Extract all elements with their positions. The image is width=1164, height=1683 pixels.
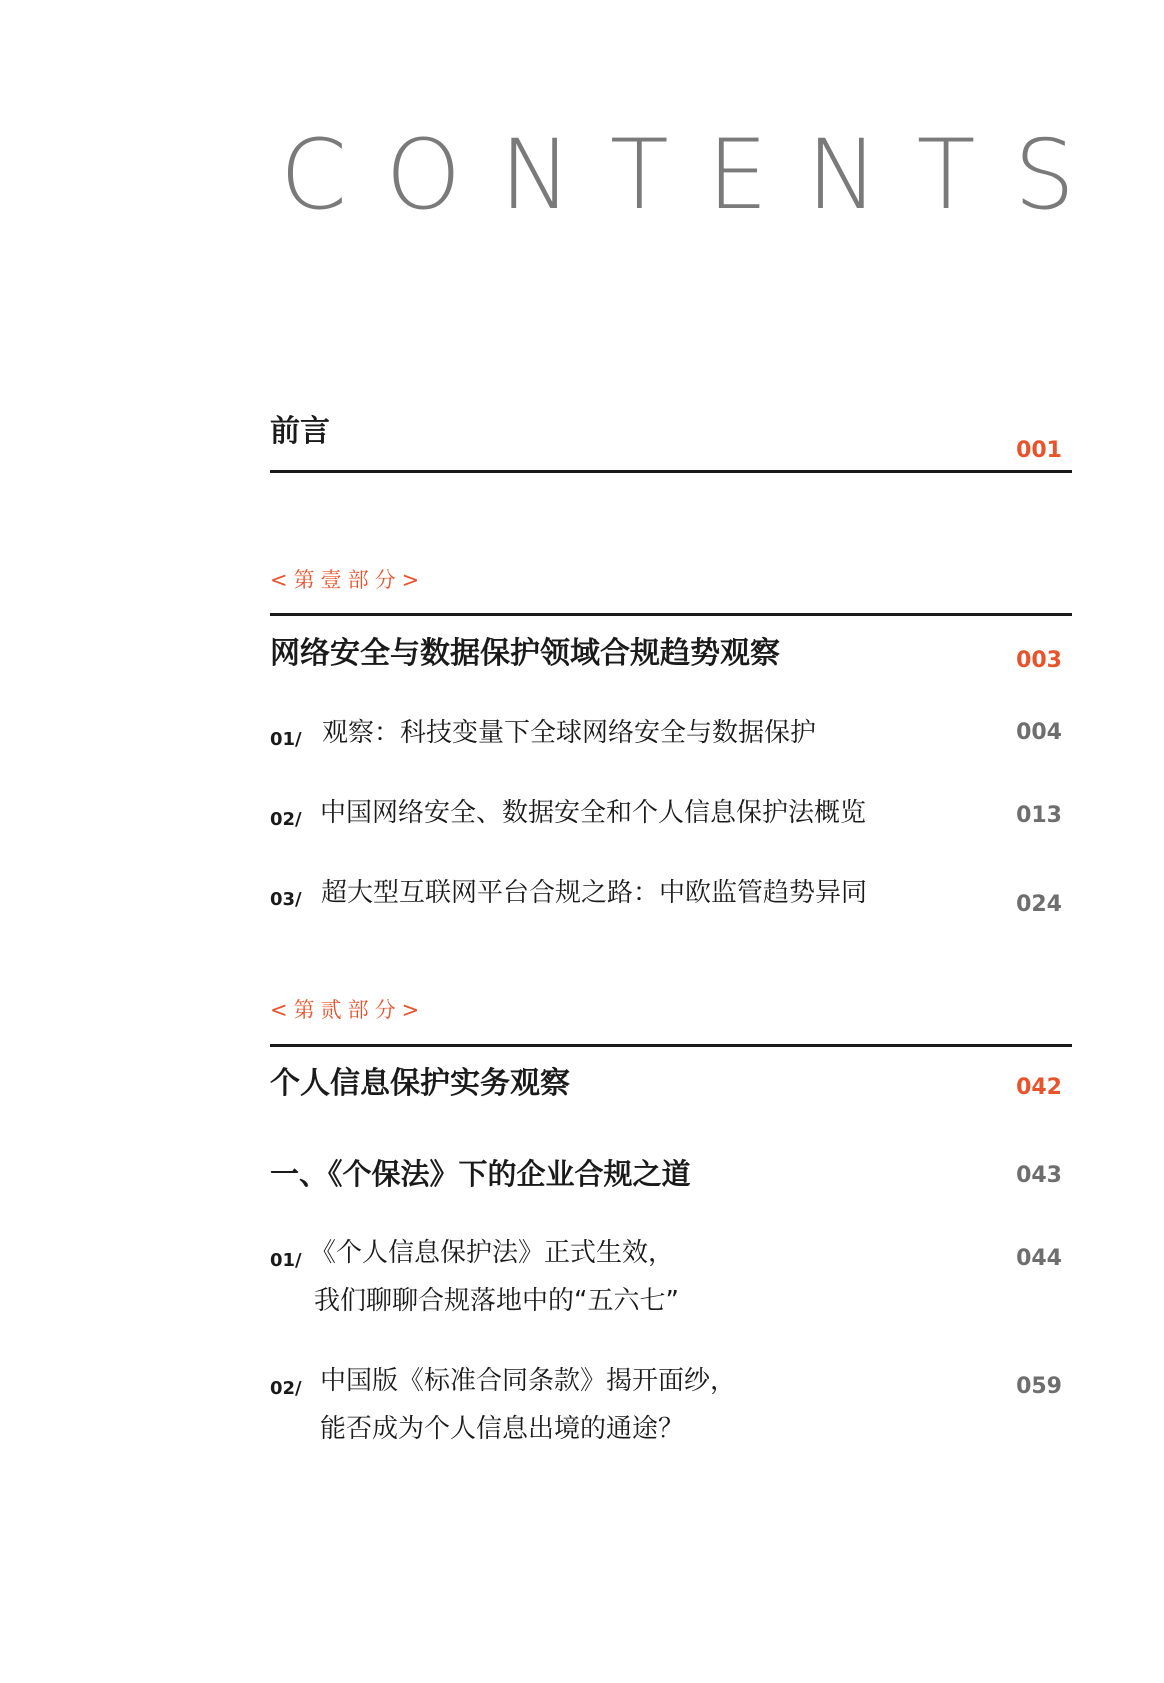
contents-letter: N <box>499 119 572 231</box>
part1-title[interactable]: 网络安全与数据保护领域合规趋势观察 <box>270 636 780 671</box>
part2-section-title[interactable]: 一、《个保法》下的企业合规之道 <box>270 1157 691 1191</box>
part1-item2-page[interactable]: 013 <box>1016 803 1062 828</box>
part1-item3-title[interactable]: 超大型互联网平台合规之路：中欧监管趋势异同 <box>321 878 868 908</box>
contents-letter: C <box>280 119 348 231</box>
contents-title <box>280 120 1075 230</box>
part2-divider <box>270 1044 1072 1047</box>
contents-letter: N <box>806 119 879 231</box>
contents-letter: T <box>916 119 976 231</box>
preface-title[interactable]: 前言 <box>270 414 330 449</box>
part2-item2-line1[interactable]: 中国版《标准合同条款》揭开面纱， <box>320 1366 737 1396</box>
part2-label: <第贰部分> <box>270 998 426 1022</box>
part1-item1-page[interactable]: 004 <box>1016 720 1062 745</box>
part1-page[interactable]: 003 <box>1016 648 1062 673</box>
part1-item1-title[interactable]: 观察：科技变量下全球网络安全与数据保护 <box>322 718 817 748</box>
part2-item2-num: 02/ <box>270 1378 302 1399</box>
contents-letter: S <box>1013 119 1075 231</box>
part2-item1-page[interactable]: 044 <box>1016 1246 1062 1271</box>
contents-letter: E <box>707 119 768 231</box>
part1-item2-title[interactable]: 中国网络安全、数据安全和个人信息保护法概览 <box>320 798 867 828</box>
part1-item1-num: 01/ <box>270 729 302 750</box>
part1-label: <第壹部分> <box>270 568 426 592</box>
part2-item2-page[interactable]: 059 <box>1016 1374 1062 1399</box>
preface-page[interactable]: 001 <box>1016 438 1062 463</box>
part2-item2-line2[interactable]: 能否成为个人信息出境的通途？ <box>320 1414 685 1444</box>
part2-section-page[interactable]: 043 <box>1016 1163 1062 1188</box>
preface-divider <box>270 470 1072 473</box>
contents-letter: T <box>610 119 669 231</box>
part1-item3-page[interactable]: 024 <box>1016 892 1062 917</box>
part2-item1-line1[interactable]: 《个人信息保护法》正式生效， <box>310 1238 675 1268</box>
part1-item3-num: 03/ <box>270 889 302 910</box>
part2-page[interactable]: 042 <box>1016 1075 1062 1100</box>
part1-divider <box>270 613 1072 616</box>
part2-title[interactable]: 个人信息保护实务观察 <box>270 1066 570 1101</box>
part2-item1-num: 01/ <box>270 1250 302 1271</box>
contents-letter: O <box>385 119 462 231</box>
part1-item2-num: 02/ <box>270 809 302 830</box>
part2-item1-line2[interactable]: 我们聊聊合规落地中的“五六七” <box>314 1286 679 1316</box>
